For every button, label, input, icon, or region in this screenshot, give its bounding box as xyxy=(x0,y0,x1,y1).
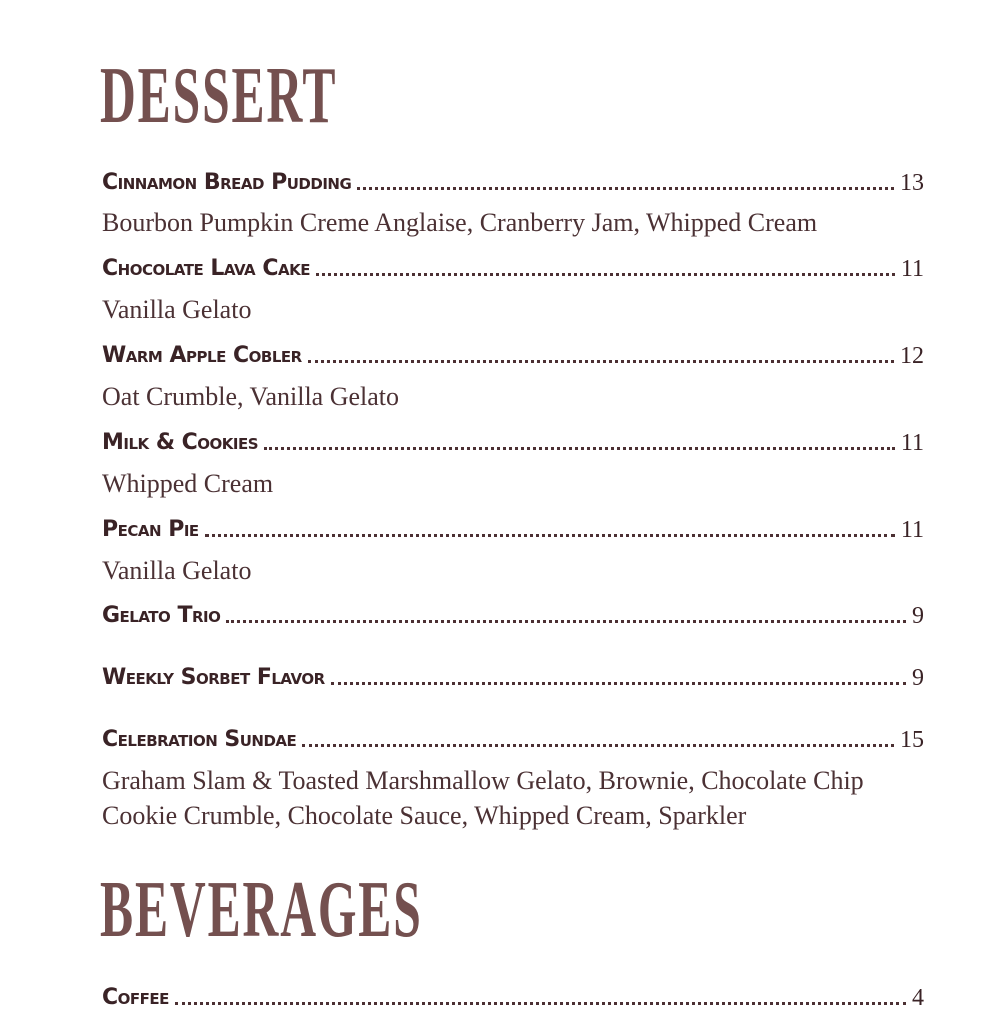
item-price: 11 xyxy=(900,430,924,456)
dot-leader xyxy=(331,680,906,685)
cropped-previous-section-text xyxy=(225,0,355,4)
item-price: 15 xyxy=(900,727,924,753)
item-name: Coffee xyxy=(102,985,169,1010)
item-description: Vanilla Gelato xyxy=(102,295,252,324)
menu-item-weekly-sorbet-flavor xyxy=(102,661,924,693)
menu-item-milk-and-cookies xyxy=(102,426,924,458)
item-price: 12 xyxy=(900,343,924,369)
item-price: 4 xyxy=(912,985,924,1011)
dot-leader xyxy=(308,358,894,363)
dot-leader xyxy=(205,532,895,537)
menu-item-coffee xyxy=(102,981,924,1013)
item-price: 9 xyxy=(912,603,924,629)
item-description: Whipped Cream xyxy=(102,469,274,498)
item-price: 13 xyxy=(900,170,924,196)
menu-item-chocolate-lava-cake xyxy=(102,252,924,284)
item-name: Celebration Sundae xyxy=(102,727,297,752)
item-description: Oat Crumble, Vanilla Gelato xyxy=(102,382,400,411)
dot-leader xyxy=(316,271,895,276)
item-name: Cinnamon Bread Pudding xyxy=(102,170,352,195)
item-description: Graham Slam & Toasted Marshmallow Gelato, Brownie, Chocolate Chip Cookie Crumble, Chocolate Sauce, Whipped Cream, Sparkler xyxy=(102,766,864,830)
menu-item-warm-apple-cobler xyxy=(102,339,924,371)
item-description: Vanilla Gelato xyxy=(102,556,252,585)
dot-leader xyxy=(357,185,894,190)
dot-leader xyxy=(264,445,895,450)
item-name: Gelato Trio xyxy=(102,603,221,628)
dessert-section-title: DESSERT xyxy=(100,52,338,140)
menu-item-cinnamon-bread-pudding xyxy=(102,166,924,198)
menu-item-gelato-trio xyxy=(102,599,924,631)
beverages-section-title: BEVERAGES xyxy=(100,866,423,954)
item-name: Warm Apple Cobler xyxy=(102,343,302,368)
item-price: 11 xyxy=(900,517,924,543)
item-description: Bourbon Pumpkin Creme Anglaise, Cranberry Jam, Whipped Cream xyxy=(102,208,818,237)
item-name: Chocolate Lava Cake xyxy=(102,256,310,281)
item-name: Weekly Sorbet Flavor xyxy=(102,665,325,690)
menu-item-celebration-sundae xyxy=(102,723,924,755)
item-price: 9 xyxy=(912,665,924,691)
item-name: Pecan Pie xyxy=(102,517,199,542)
menu-item-pecan-pie xyxy=(102,513,924,545)
dot-leader xyxy=(175,1000,906,1005)
dot-leader xyxy=(226,618,906,623)
dot-leader xyxy=(302,742,894,747)
item-name: Milk & Cookies xyxy=(102,430,259,455)
item-price: 11 xyxy=(900,256,924,282)
